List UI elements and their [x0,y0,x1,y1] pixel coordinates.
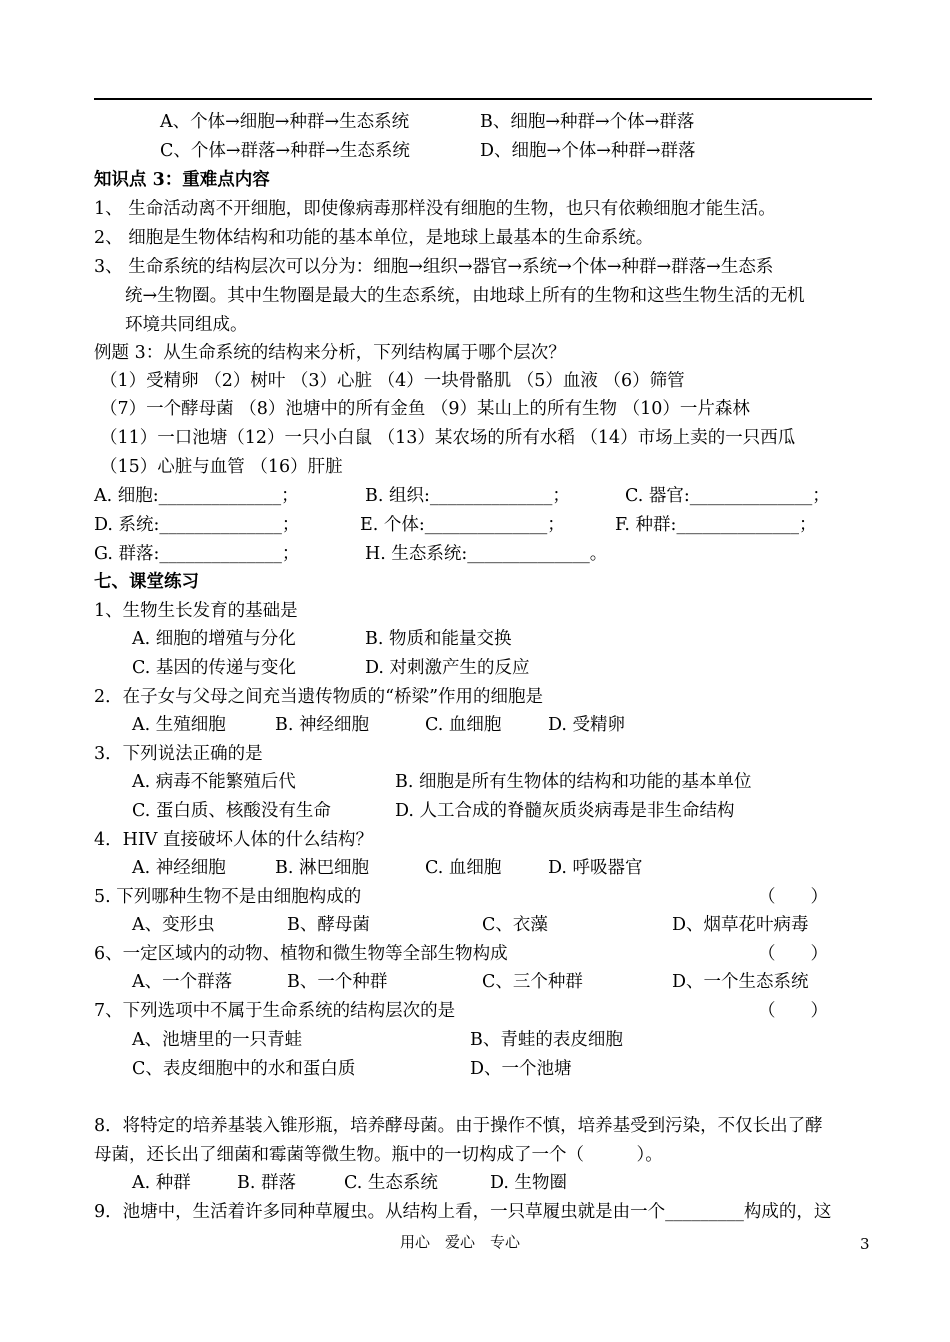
blank-b: B. 组织:______________； [365,486,570,506]
q2-opt-d: D. 受精卵 [548,715,626,735]
q6-opt-d: D、一个生态系统 [672,972,809,992]
q8-opt-b: B. 群落 [237,1173,296,1193]
q8-line-1: 8．将特定的培养基装入锥形瓶，培养酵母菌。由于操作不慎，培养基受到污染，不仅长出了酵 [94,1116,823,1136]
q7-opt-b: B、青蛙的表皮细胞 [470,1030,623,1050]
q1-opt-c: C. 基因的传递与变化 [132,658,296,678]
q1-opt-d: D. 对刺激产生的反应 [365,658,530,678]
q3-opt-b: B. 细胞是所有生物体的结构和功能的基本单位 [395,772,752,792]
practice-heading: 七、课堂练习 [94,572,199,592]
point-3-cont: 统→生物圈。其中生物圈是最大的生态系统，由地球上所有的生物和这些生物生活的无机 [125,286,805,306]
example3-items-1: （1）受精卵 （2）树叶 （3）心脏 （4）一块骨骼肌 （5）血液 （6）筛管 [100,371,685,391]
q8-opt-a: A. 种群 [132,1173,191,1193]
page-footer: 用心 爱心 专心 [400,1233,521,1251]
q3-opt-a: A. 病毒不能繁殖后代 [132,772,296,792]
q4-opt-a: A. 神经细胞 [132,858,226,878]
q2-opt-a: A. 生殖细胞 [132,715,226,735]
blank-a: A. 细胞:______________； [94,486,299,506]
q2-opt-b: B. 神经细胞 [275,715,369,735]
q6-opt-c: C、三个种群 [482,972,583,992]
blank-g: G. 群落:______________； [94,544,300,564]
q5-stem: 5. 下列哪种生物不是由细胞构成的 [94,887,362,907]
header-rule [94,98,872,100]
q6-opt-a: A、一个群落 [132,972,233,992]
q7-answer-paren: （ ） [758,1001,828,1021]
q7-opt-d: D、一个池塘 [470,1059,572,1079]
point-3-cont2: 环境共同组成。 [125,315,248,335]
q7-opt-a: A、池塘里的一只青蛙 [132,1030,303,1050]
q4-opt-c: C. 血细胞 [425,858,502,878]
q3-stem: 3．下列说法正确的是 [94,744,263,764]
page-number: 3 [860,1235,870,1253]
example3-items-2: （7）一个酵母菌 （8）池塘中的所有金鱼 （9）某山上的所有生物 （10）一片森林 [100,399,750,419]
q5-opt-a: A、变形虫 [132,915,215,935]
q5-answer-paren: （ ） [758,887,828,907]
q1-stem: 1、生物生长发育的基础是 [94,601,298,621]
example3-items-4: （15）心脏与血管 （16）肝脏 [100,457,343,477]
q4-opt-d: D. 呼吸器官 [548,858,643,878]
q1-opt-b: B. 物质和能量交换 [365,629,512,649]
q6-answer-paren: （ ） [758,944,828,964]
blank-e: E. 个体:______________； [360,515,565,535]
q9-line-1: 9．池塘中，生活着许多同种草履虫。从结构上看，一只草履虫就是由一个_________构成的，这 [94,1202,832,1222]
blank-h: H. 生态系统:______________。 [365,544,608,564]
q1-opt-a: A. 细胞的增殖与分化 [132,629,296,649]
point-1: 1、 生命活动离不开细胞，即使像病毒那样没有细胞的生物，也只有依赖细胞才能生活。 [94,199,776,219]
q5-opt-c: C、衣藻 [482,915,548,935]
option-c: C、个体→群落→种群→生态系统 [160,141,410,161]
q4-stem: 4．HIV 直接破坏人体的什么结构？ [94,830,374,850]
point-2: 2、 细胞是生物体结构和功能的基本单位，是地球上最基本的生命系统。 [94,228,654,248]
q5-opt-b: B、酵母菌 [287,915,370,935]
q8-line-2: 母菌，还长出了细菌和霉菌等微生物。瓶中的一切构成了一个（ ）。 [94,1145,663,1165]
q6-opt-b: B、一个种群 [287,972,388,992]
blank-d: D. 系统:______________； [94,515,300,535]
blank-f: F. 种群:______________； [615,515,817,535]
point-3: 3、 生命系统的结构层次可以分为：细胞→组织→器官→系统→个体→种群→群落→生态系 [94,257,774,277]
section3-heading: 知识点 3：重难点内容 [94,170,270,190]
q4-opt-b: B. 淋巴细胞 [275,858,369,878]
q5-opt-d: D、烟草花叶病毒 [672,915,809,935]
q2-stem: 2．在子女与父母之间充当遗传物质的“桥梁”作用的细胞是 [94,687,544,707]
option-d: D、细胞→个体→种群→群落 [480,141,696,161]
q3-opt-c: C. 蛋白质、核酸没有生命 [132,801,331,821]
blank-c: C. 器官:______________； [625,486,830,506]
option-b: B、细胞→种群→个体→群落 [480,112,695,132]
q6-stem: 6、一定区域内的动物、植物和微生物等全部生物构成 [94,944,508,964]
q7-stem: 7、下列选项中不属于生命系统的结构层次的是 [94,1001,456,1021]
q8-opt-d: D. 生物圈 [490,1173,568,1193]
q3-opt-d: D. 人工合成的脊髓灰质炎病毒是非生命结构 [395,801,735,821]
example3-items-3: （11）一口池塘（12）一只小白鼠 （13）某农场的所有水稻 （14）市场上卖的一只西瓜 [100,428,796,448]
option-a: A、个体→细胞→种群→生态系统 [160,112,410,132]
q8-opt-c: C. 生态系统 [344,1173,438,1193]
q2-opt-c: C. 血细胞 [425,715,502,735]
q7-opt-c: C、表皮细胞中的水和蛋白质 [132,1059,356,1079]
example3-question: 例题 3：从生命系统的结构来分析，下列结构属于哪个层次？ [94,343,566,363]
